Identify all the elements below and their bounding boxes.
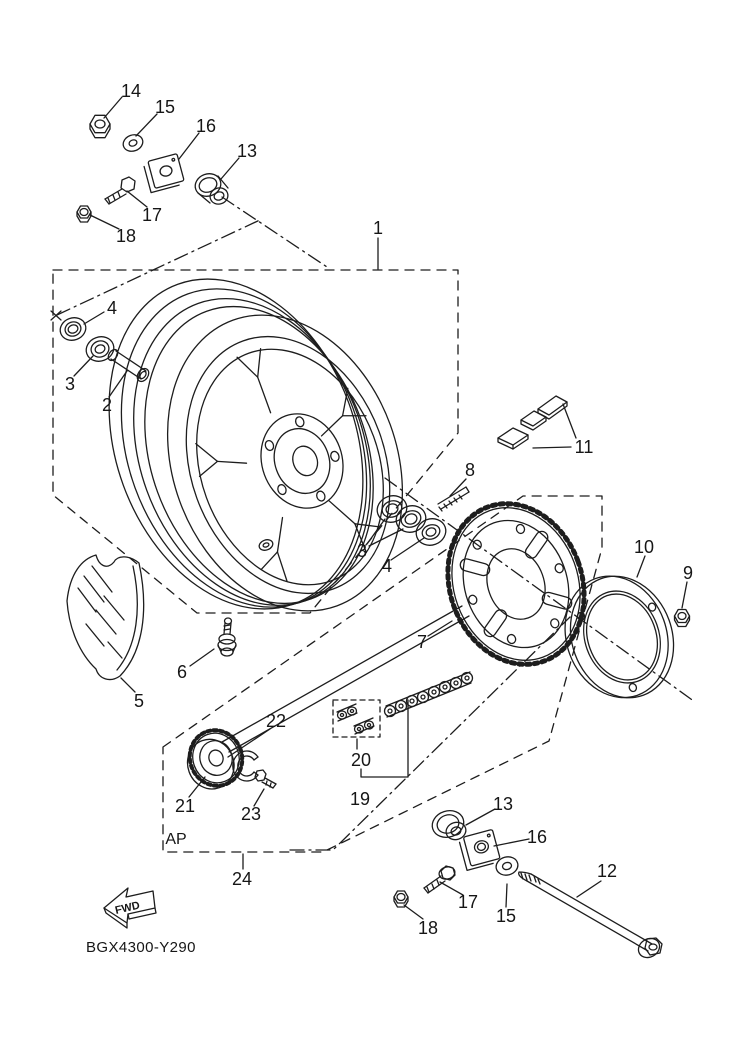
valve-stem-drawing (218, 618, 236, 656)
callout-17-top: 17 (141, 205, 163, 225)
callout-16-bottom: 16 (526, 827, 548, 847)
callout-20: 20 (350, 750, 372, 770)
callout-13-bottom: 13 (492, 794, 514, 814)
sprocket-guard-drawing (548, 560, 690, 714)
callout-7: 7 (416, 632, 428, 652)
callout-10: 10 (633, 537, 655, 557)
rear-wheel-drawing (65, 243, 442, 645)
callout-14: 14 (120, 81, 142, 101)
callout-5: 5 (133, 691, 145, 711)
callout-4-mid: 4 (381, 556, 393, 576)
fwd-arrow (104, 888, 156, 928)
center-axis-lines (57, 197, 695, 850)
callout-13-top: 13 (236, 141, 258, 161)
callout-6: 6 (176, 662, 188, 682)
callout-4-left: 4 (106, 298, 118, 318)
guard-nut-9 (675, 610, 690, 627)
rear-sprocket-drawing (426, 484, 606, 683)
callout-16-top: 16 (195, 116, 217, 136)
callout-18-bottom: 18 (417, 918, 439, 938)
wheel-hub (248, 402, 356, 520)
callout-23: 23 (240, 804, 262, 824)
balance-weights (498, 396, 567, 449)
diagram-code: BGX4300-Y290 (86, 939, 196, 956)
callout-18-top: 18 (115, 226, 137, 246)
callout-19: 19 (349, 789, 371, 809)
callout-3-left: 3 (64, 374, 76, 394)
chain-area-box (163, 496, 602, 852)
mid-bearings-seal (373, 492, 449, 550)
callout-15-top: 15 (154, 97, 176, 117)
stud-bolt-8 (438, 487, 469, 511)
fwd-arrow-label: FWD (113, 899, 142, 917)
callout-9: 9 (682, 563, 694, 583)
callout-15-bottom: 15 (495, 906, 517, 926)
callout-21: 21 (174, 796, 196, 816)
callout-3-mid: 3 (356, 541, 368, 561)
lock-washer-22 (233, 751, 258, 781)
callout-22: 22 (265, 711, 287, 731)
callout-8: 8 (464, 460, 476, 480)
callout-1: 1 (372, 218, 384, 238)
callout-11: 11 (574, 437, 594, 457)
bolt-23 (255, 770, 276, 788)
zone-label-ap: AP (165, 831, 187, 848)
callout-12: 12 (596, 861, 618, 881)
callout-2: 2 (101, 395, 113, 415)
callout-17-bottom: 17 (457, 892, 479, 912)
mud-flap-drawing (67, 555, 144, 680)
callout-24: 24 (231, 869, 253, 889)
